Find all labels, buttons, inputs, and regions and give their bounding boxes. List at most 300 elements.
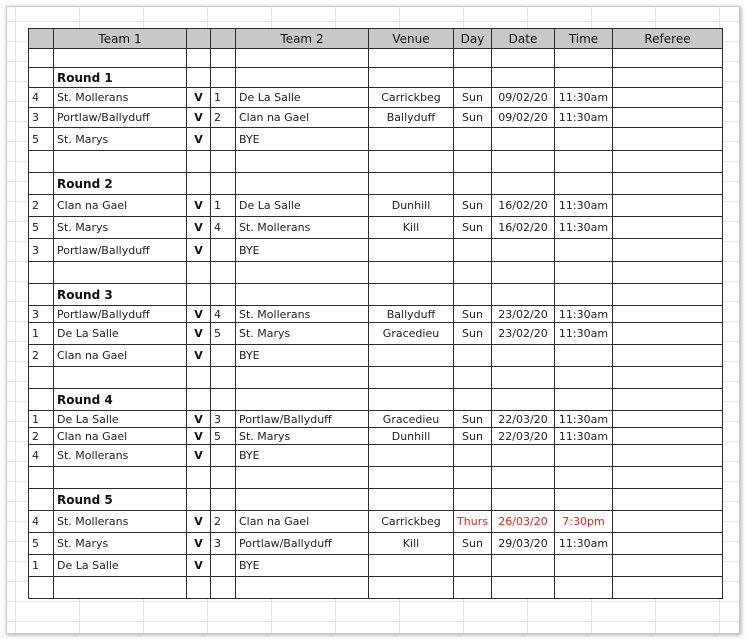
team2-seed-cell[interactable]: 1 (211, 195, 236, 217)
day-cell[interactable]: Sun (454, 108, 492, 128)
empty-cell[interactable] (492, 49, 555, 68)
date-cell[interactable]: 29/03/20 (492, 533, 555, 555)
empty-row (29, 367, 723, 389)
empty-cell[interactable] (211, 467, 236, 489)
empty-cell[interactable] (492, 489, 555, 511)
fixture-row (29, 445, 723, 467)
referee-cell[interactable] (613, 239, 723, 262)
time-cell[interactable]: 11:30am (555, 217, 613, 239)
empty-cell[interactable] (492, 389, 555, 411)
empty-cell[interactable] (613, 68, 723, 88)
team2-cell[interactable]: Portlaw/Ballyduff (236, 411, 369, 428)
header-team1[interactable]: Team 1 (54, 29, 187, 49)
empty-cell[interactable] (555, 173, 613, 195)
empty-cell[interactable] (29, 284, 54, 306)
round-title[interactable]: Round 2 (54, 173, 187, 195)
empty-cell[interactable] (187, 49, 211, 68)
empty-cell[interactable] (454, 489, 492, 511)
fixture-row (29, 323, 723, 345)
empty-cell[interactable] (454, 577, 492, 599)
empty-cell[interactable] (236, 262, 369, 284)
empty-cell[interactable] (211, 262, 236, 284)
team1-cell[interactable]: Clan na Gael (54, 428, 187, 445)
empty-cell[interactable] (613, 284, 723, 306)
empty-cell[interactable] (187, 151, 211, 173)
fixture-row (29, 533, 723, 555)
date-cell[interactable]: 23/02/20 (492, 306, 555, 323)
empty-cell[interactable] (29, 262, 54, 284)
round-title-row (29, 173, 723, 195)
time-cell[interactable]: 11:30am (555, 306, 613, 323)
team2-cell[interactable]: BYE (236, 445, 369, 467)
time-cell[interactable]: 11:30am (555, 323, 613, 345)
fixture-row (29, 428, 723, 445)
team1-seed-cell[interactable]: 4 (29, 88, 54, 108)
header-day[interactable]: Day (454, 29, 492, 49)
team2-seed-cell[interactable]: 3 (211, 411, 236, 428)
date-cell[interactable]: 09/02/20 (492, 108, 555, 128)
empty-cell[interactable] (236, 367, 369, 389)
empty-cell[interactable] (369, 49, 454, 68)
day-cell[interactable]: Sun (454, 217, 492, 239)
empty-cell[interactable] (369, 467, 454, 489)
header-date[interactable]: Date (492, 29, 555, 49)
fixture-row (29, 217, 723, 239)
empty-cell[interactable] (454, 262, 492, 284)
empty-row (29, 467, 723, 489)
team1-cell[interactable]: Portlaw/Ballyduff (54, 306, 187, 323)
team1-cell[interactable]: Portlaw/Ballyduff (54, 108, 187, 128)
empty-cell[interactable] (187, 173, 211, 195)
empty-cell[interactable] (613, 49, 723, 68)
time-cell[interactable] (555, 555, 613, 577)
empty-cell[interactable] (54, 262, 187, 284)
empty-cell[interactable] (369, 151, 454, 173)
empty-cell[interactable] (236, 467, 369, 489)
versus-cell[interactable]: V (187, 88, 211, 108)
fixture-row (29, 555, 723, 577)
empty-cell[interactable] (29, 467, 54, 489)
empty-cell[interactable] (236, 49, 369, 68)
round-title-row (29, 284, 723, 306)
empty-row (29, 49, 723, 68)
team2-seed-cell[interactable] (211, 445, 236, 467)
time-cell[interactable] (555, 345, 613, 367)
empty-cell[interactable] (187, 489, 211, 511)
empty-cell[interactable] (369, 68, 454, 88)
empty-cell[interactable] (454, 389, 492, 411)
versus-cell[interactable]: V (187, 411, 211, 428)
team1-seed-cell[interactable]: 5 (29, 533, 54, 555)
empty-row (29, 262, 723, 284)
empty-cell[interactable] (369, 389, 454, 411)
team2-cell[interactable]: De La Salle (236, 88, 369, 108)
referee-cell[interactable] (613, 555, 723, 577)
empty-cell[interactable] (613, 577, 723, 599)
empty-row (29, 151, 723, 173)
empty-cell[interactable] (236, 577, 369, 599)
versus-cell[interactable]: V (187, 306, 211, 323)
date-cell[interactable]: 26/03/20 (492, 511, 555, 533)
empty-cell[interactable] (613, 262, 723, 284)
empty-cell[interactable] (369, 367, 454, 389)
fixture-row (29, 195, 723, 217)
empty-cell[interactable] (454, 49, 492, 68)
venue-cell[interactable]: Ballyduff (369, 108, 454, 128)
team2-seed-cell[interactable]: 2 (211, 108, 236, 128)
team1-cell[interactable]: De La Salle (54, 323, 187, 345)
empty-cell[interactable] (492, 262, 555, 284)
empty-cell[interactable] (211, 151, 236, 173)
empty-cell[interactable] (187, 389, 211, 411)
empty-cell[interactable] (555, 467, 613, 489)
empty-cell[interactable] (211, 68, 236, 88)
referee-cell[interactable] (613, 108, 723, 128)
team1-cell[interactable]: St. Mollerans (54, 511, 187, 533)
day-cell[interactable] (454, 239, 492, 262)
date-cell[interactable]: 22/03/20 (492, 428, 555, 445)
team2-seed-cell[interactable]: 1 (211, 88, 236, 108)
referee-cell[interactable] (613, 345, 723, 367)
fixture-row (29, 411, 723, 428)
empty-cell[interactable] (369, 489, 454, 511)
team2-cell[interactable]: BYE (236, 345, 369, 367)
team2-cell[interactable]: Portlaw/Ballyduff (236, 533, 369, 555)
date-cell[interactable]: 09/02/20 (492, 88, 555, 108)
empty-cell[interactable] (454, 284, 492, 306)
team2-cell[interactable]: BYE (236, 555, 369, 577)
time-cell[interactable]: 7:30pm (555, 511, 613, 533)
venue-cell[interactable] (369, 345, 454, 367)
empty-cell[interactable] (29, 68, 54, 88)
team1-seed-cell[interactable]: 4 (29, 445, 54, 467)
team2-seed-cell[interactable]: 5 (211, 428, 236, 445)
venue-cell[interactable] (369, 128, 454, 151)
day-cell[interactable]: Sun (454, 306, 492, 323)
referee-cell[interactable] (613, 428, 723, 445)
team2-seed-cell[interactable]: 4 (211, 217, 236, 239)
empty-cell[interactable] (454, 151, 492, 173)
fixtures-table (28, 28, 723, 599)
empty-cell[interactable] (211, 284, 236, 306)
empty-cell[interactable] (492, 284, 555, 306)
team2-seed-cell[interactable] (211, 345, 236, 367)
team1-seed-cell[interactable]: 4 (29, 511, 54, 533)
empty-cell[interactable] (54, 467, 187, 489)
time-cell[interactable]: 11:30am (555, 108, 613, 128)
team1-cell[interactable]: Clan na Gael (54, 345, 187, 367)
empty-cell[interactable] (211, 577, 236, 599)
team2-seed-cell[interactable]: 3 (211, 533, 236, 555)
venue-cell[interactable] (369, 555, 454, 577)
team1-cell[interactable]: De La Salle (54, 555, 187, 577)
team1-seed-cell[interactable]: 3 (29, 306, 54, 323)
venue-cell[interactable]: Carrickbeg (369, 511, 454, 533)
empty-cell[interactable] (211, 367, 236, 389)
round-title-row (29, 489, 723, 511)
date-cell[interactable] (492, 445, 555, 467)
fixtures-body (29, 49, 723, 599)
empty-cell[interactable] (492, 467, 555, 489)
date-cell[interactable]: 16/02/20 (492, 195, 555, 217)
header-referee[interactable]: Referee (613, 29, 723, 49)
team1-cell[interactable]: St. Mollerans (54, 88, 187, 108)
venue-cell[interactable]: Ballyduff (369, 306, 454, 323)
date-cell[interactable] (492, 128, 555, 151)
team2-seed-cell[interactable]: 2 (211, 511, 236, 533)
venue-cell[interactable]: Dunhill (369, 195, 454, 217)
versus-cell[interactable]: V (187, 345, 211, 367)
empty-cell[interactable] (187, 262, 211, 284)
date-cell[interactable]: 16/02/20 (492, 217, 555, 239)
empty-cell[interactable] (187, 467, 211, 489)
empty-cell[interactable] (492, 68, 555, 88)
round-title-row (29, 68, 723, 88)
empty-cell[interactable] (555, 284, 613, 306)
team1-seed-cell[interactable]: 2 (29, 428, 54, 445)
empty-cell[interactable] (236, 489, 369, 511)
day-cell[interactable] (454, 128, 492, 151)
day-cell[interactable]: Sun (454, 411, 492, 428)
team2-seed-cell[interactable] (211, 555, 236, 577)
venue-cell[interactable] (369, 239, 454, 262)
fixture-row (29, 306, 723, 323)
day-cell[interactable]: Sun (454, 195, 492, 217)
empty-cell[interactable] (369, 577, 454, 599)
fixture-row (29, 345, 723, 367)
versus-cell[interactable]: V (187, 445, 211, 467)
team2-cell[interactable]: St. Mollerans (236, 306, 369, 323)
venue-cell[interactable]: Kill (369, 217, 454, 239)
fixture-row (29, 511, 723, 533)
header-venue[interactable]: Venue (369, 29, 454, 49)
empty-cell[interactable] (187, 68, 211, 88)
team1-cell[interactable]: St. Mollerans (54, 445, 187, 467)
empty-cell[interactable] (236, 173, 369, 195)
empty-cell[interactable] (54, 577, 187, 599)
empty-cell[interactable] (492, 173, 555, 195)
referee-cell[interactable] (613, 445, 723, 467)
team2-cell[interactable]: St. Mollerans (236, 217, 369, 239)
empty-cell[interactable] (369, 284, 454, 306)
empty-cell[interactable] (454, 367, 492, 389)
time-cell[interactable]: 11:30am (555, 533, 613, 555)
header-blank-3[interactable] (211, 29, 236, 49)
empty-cell[interactable] (555, 262, 613, 284)
venue-cell[interactable]: Gracedieu (369, 323, 454, 345)
empty-cell[interactable] (555, 367, 613, 389)
team1-cell[interactable]: St. Marys (54, 533, 187, 555)
empty-cell[interactable] (369, 262, 454, 284)
time-cell[interactable]: 11:30am (555, 411, 613, 428)
referee-cell[interactable] (613, 217, 723, 239)
round-title[interactable]: Round 1 (54, 68, 187, 88)
header-row (29, 29, 723, 49)
empty-cell[interactable] (454, 173, 492, 195)
time-cell[interactable] (555, 445, 613, 467)
time-cell[interactable] (555, 128, 613, 151)
team1-cell[interactable]: Clan na Gael (54, 195, 187, 217)
header-blank-2[interactable] (187, 29, 211, 49)
empty-cell[interactable] (29, 151, 54, 173)
referee-cell[interactable] (613, 411, 723, 428)
team2-seed-cell[interactable] (211, 239, 236, 262)
team2-cell[interactable]: Clan na Gael (236, 108, 369, 128)
team2-cell[interactable]: De La Salle (236, 195, 369, 217)
day-cell[interactable] (454, 445, 492, 467)
versus-cell[interactable]: V (187, 195, 211, 217)
referee-cell[interactable] (613, 128, 723, 151)
fixture-row (29, 108, 723, 128)
date-cell[interactable]: 22/03/20 (492, 411, 555, 428)
date-cell[interactable] (492, 239, 555, 262)
empty-cell[interactable] (211, 389, 236, 411)
team1-cell[interactable]: De La Salle (54, 411, 187, 428)
empty-cell[interactable] (613, 467, 723, 489)
header-blank-1[interactable] (29, 29, 54, 49)
empty-cell[interactable] (29, 173, 54, 195)
empty-cell[interactable] (613, 489, 723, 511)
team1-seed-cell[interactable]: 1 (29, 411, 54, 428)
empty-cell[interactable] (555, 489, 613, 511)
time-cell[interactable] (555, 239, 613, 262)
venue-cell[interactable]: Gracedieu (369, 411, 454, 428)
empty-cell[interactable] (54, 367, 187, 389)
empty-cell[interactable] (211, 173, 236, 195)
empty-cell[interactable] (492, 367, 555, 389)
date-cell[interactable] (492, 555, 555, 577)
team1-seed-cell[interactable]: 5 (29, 128, 54, 151)
team2-seed-cell[interactable] (211, 128, 236, 151)
time-cell[interactable]: 11:30am (555, 195, 613, 217)
team2-cell[interactable]: St. Marys (236, 428, 369, 445)
team1-seed-cell[interactable]: 2 (29, 195, 54, 217)
venue-cell[interactable]: Dunhill (369, 428, 454, 445)
team2-cell[interactable]: St. Marys (236, 323, 369, 345)
team1-seed-cell[interactable]: 1 (29, 323, 54, 345)
day-cell[interactable] (454, 555, 492, 577)
empty-cell[interactable] (29, 489, 54, 511)
empty-cell[interactable] (29, 367, 54, 389)
team2-cell[interactable]: BYE (236, 239, 369, 262)
team2-cell[interactable]: Clan na Gael (236, 511, 369, 533)
versus-cell[interactable]: V (187, 555, 211, 577)
day-cell[interactable]: Sun (454, 533, 492, 555)
empty-cell[interactable] (555, 577, 613, 599)
round-title[interactable]: Round 5 (54, 489, 187, 511)
empty-cell[interactable] (187, 284, 211, 306)
empty-cell[interactable] (555, 389, 613, 411)
empty-cell[interactable] (613, 389, 723, 411)
versus-cell[interactable]: V (187, 323, 211, 345)
team1-seed-cell[interactable]: 1 (29, 555, 54, 577)
date-cell[interactable]: 23/02/20 (492, 323, 555, 345)
empty-cell[interactable] (29, 49, 54, 68)
venue-cell[interactable]: Kill (369, 533, 454, 555)
referee-cell[interactable] (613, 195, 723, 217)
versus-cell[interactable]: V (187, 108, 211, 128)
team2-seed-cell[interactable]: 4 (211, 306, 236, 323)
time-cell[interactable]: 11:30am (555, 88, 613, 108)
team1-cell[interactable]: Portlaw/Ballyduff (54, 239, 187, 262)
empty-cell[interactable] (236, 389, 369, 411)
versus-cell[interactable]: V (187, 428, 211, 445)
versus-cell[interactable]: V (187, 533, 211, 555)
team1-cell[interactable]: St. Marys (54, 217, 187, 239)
round-title[interactable]: Round 4 (54, 389, 187, 411)
venue-cell[interactable]: Carrickbeg (369, 88, 454, 108)
empty-cell[interactable] (29, 577, 54, 599)
team1-seed-cell[interactable]: 2 (29, 345, 54, 367)
versus-cell[interactable]: V (187, 217, 211, 239)
header-team2[interactable]: Team 2 (236, 29, 369, 49)
empty-cell[interactable] (613, 367, 723, 389)
referee-cell[interactable] (613, 511, 723, 533)
empty-cell[interactable] (555, 68, 613, 88)
day-cell[interactable] (454, 345, 492, 367)
day-cell[interactable]: Sun (454, 428, 492, 445)
empty-cell[interactable] (236, 68, 369, 88)
team1-cell[interactable]: St. Marys (54, 128, 187, 151)
empty-cell[interactable] (187, 367, 211, 389)
empty-cell[interactable] (211, 489, 236, 511)
fixture-row (29, 88, 723, 108)
empty-cell[interactable] (492, 151, 555, 173)
day-cell[interactable]: Thurs (454, 511, 492, 533)
time-cell[interactable]: 11:30am (555, 428, 613, 445)
versus-cell[interactable]: V (187, 128, 211, 151)
team2-cell[interactable]: BYE (236, 128, 369, 151)
round-title-row (29, 389, 723, 411)
fixture-row (29, 239, 723, 262)
empty-cell[interactable] (454, 68, 492, 88)
header-time[interactable]: Time (555, 29, 613, 49)
empty-cell[interactable] (613, 151, 723, 173)
team2-seed-cell[interactable]: 5 (211, 323, 236, 345)
versus-cell[interactable]: V (187, 239, 211, 262)
referee-cell[interactable] (613, 533, 723, 555)
empty-row (29, 577, 723, 599)
versus-cell[interactable]: V (187, 511, 211, 533)
date-cell[interactable] (492, 345, 555, 367)
fixture-row (29, 128, 723, 151)
empty-cell[interactable] (187, 577, 211, 599)
empty-cell[interactable] (613, 173, 723, 195)
empty-cell[interactable] (236, 284, 369, 306)
spreadsheet-frame (6, 6, 740, 634)
venue-cell[interactable] (369, 445, 454, 467)
round-title[interactable]: Round 3 (54, 284, 187, 306)
referee-cell[interactable] (613, 306, 723, 323)
empty-cell[interactable] (54, 49, 187, 68)
empty-cell[interactable] (211, 49, 236, 68)
empty-cell[interactable] (54, 151, 187, 173)
team1-seed-cell[interactable]: 3 (29, 108, 54, 128)
referee-cell[interactable] (613, 88, 723, 108)
day-cell[interactable]: Sun (454, 323, 492, 345)
empty-cell[interactable] (29, 389, 54, 411)
empty-cell[interactable] (369, 173, 454, 195)
empty-cell[interactable] (492, 577, 555, 599)
empty-cell[interactable] (454, 467, 492, 489)
empty-cell[interactable] (236, 151, 369, 173)
team1-seed-cell[interactable]: 3 (29, 239, 54, 262)
empty-cell[interactable] (555, 151, 613, 173)
team1-seed-cell[interactable]: 5 (29, 217, 54, 239)
empty-cell[interactable] (555, 49, 613, 68)
day-cell[interactable]: Sun (454, 88, 492, 108)
referee-cell[interactable] (613, 323, 723, 345)
